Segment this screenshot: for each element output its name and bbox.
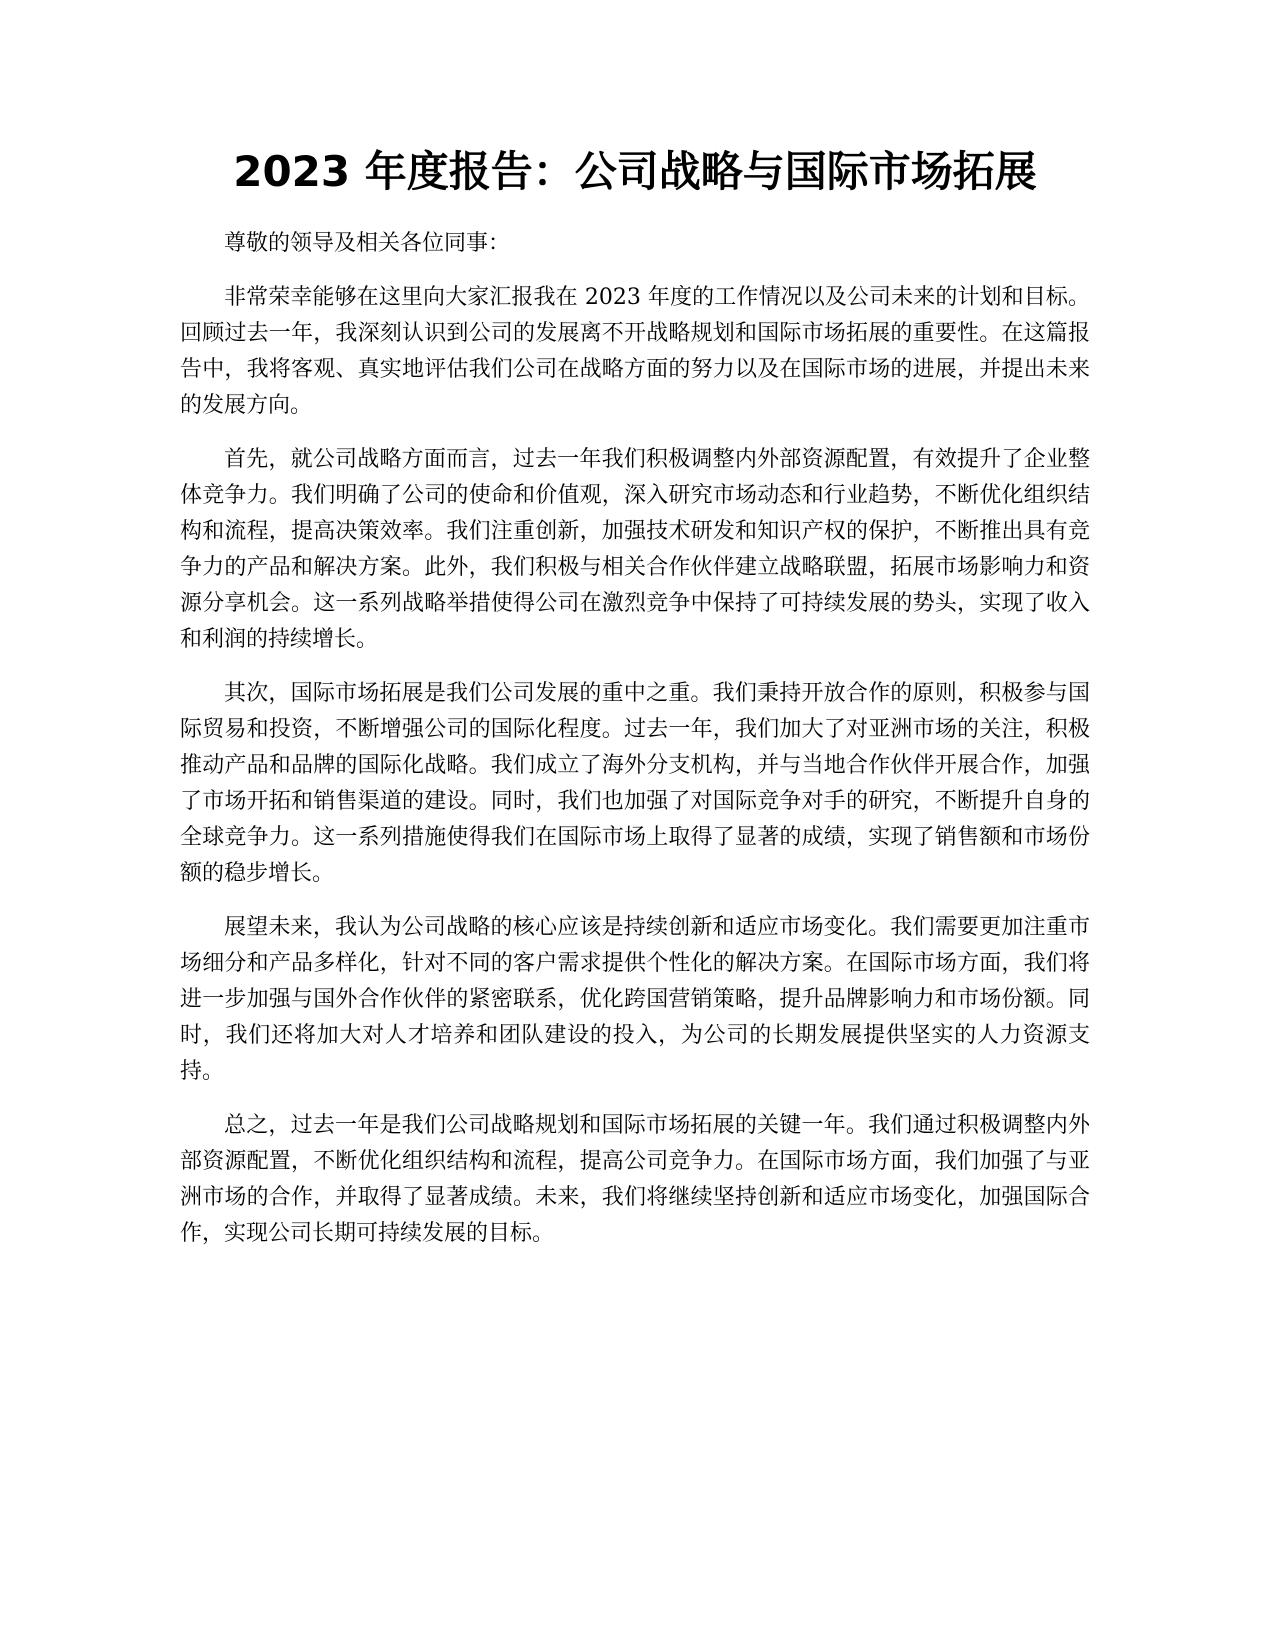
paragraph-2: 首先，就公司战略方面而言，过去一年我们积极调整内外部资源配置，有效提升了企业整体竞争力。我们明确了公司的使命和价值观，深入研究市场动态和行业趋势，不断优化组织结构和流程，提高决策效率。我们注重创新，加强技术研发和知识产权的保护，不断推出具有竞争力的产品和解决方案。此外，我们积极与相关合作伙伴建立战略联盟，拓展市场影响力和资源分享机会。这一系列战略举措使得公司在激烈竞争中保持了可持续发展的势头，实现了收入和利润的持续增长。 [180, 447, 1090, 652]
salutation: 尊敬的领导及相关各位同事： [224, 231, 511, 256]
paragraph-4: 展望未来，我认为公司战略的核心应该是持续创新和适应市场变化。我们需要更加注重市场细分和产品多样化，针对不同的客户需求提供个性化的解决方案。在国际市场方面，我们将进一步加强与国外合作伙伴的紧密联系，优化跨国营销策略，提升品牌影响力和市场份额。同时，我们还将加大对人才培养和团队建设的投入，为公司的长期发展提供坚实的人力资源支持。 [180, 915, 1090, 1084]
paragraph-5: 总之，过去一年是我们公司战略规划和国际市场拓展的关键一年。我们通过积极调整内外部资源配置，不断优化组织结构和流程，提高公司竞争力。在国际市场方面，我们加强了与亚洲市场的合作，并取得了显著成绩。未来，我们将继续坚持创新和适应市场变化，加强国际合作，实现公司长期可持续发展的目标。 [180, 1113, 1090, 1246]
document-title: 2023 年度报告：公司战略与国际市场拓展 [233, 147, 1037, 196]
paragraph-3: 其次，国际市场拓展是我们公司发展的重中之重。我们秉持开放合作的原则，积极参与国际贸易和投资，不断增强公司的国际化程度。过去一年，我们加大了对亚洲市场的关注，积极推动产品和品牌的国际化战略。我们成立了海外分支机构，并与当地合作伙伴开展合作，加强了市场开拓和销售渠道的建设。同时，我们也加强了对国际竞争对手的研究，不断提升自身的全球竞争力。这一系列措施使得我们在国际市场上取得了显著的成绩，实现了销售额和市场份额的稳步增长。 [180, 681, 1090, 886]
paragraph-1: 非常荣幸能够在这里向大家汇报我在 2023 年度的工作情况以及公司未来的计划和目标。回顾过去一年，我深刻认识到公司的发展离不开战略规划和国际市场拓展的重要性。在这篇报告中，我将客观、真实地评估我们公司在战略方面的努力以及在国际市场的进展，并提出未来的发展方向。 [180, 285, 1090, 418]
document-page [180, 140, 1090, 1270]
